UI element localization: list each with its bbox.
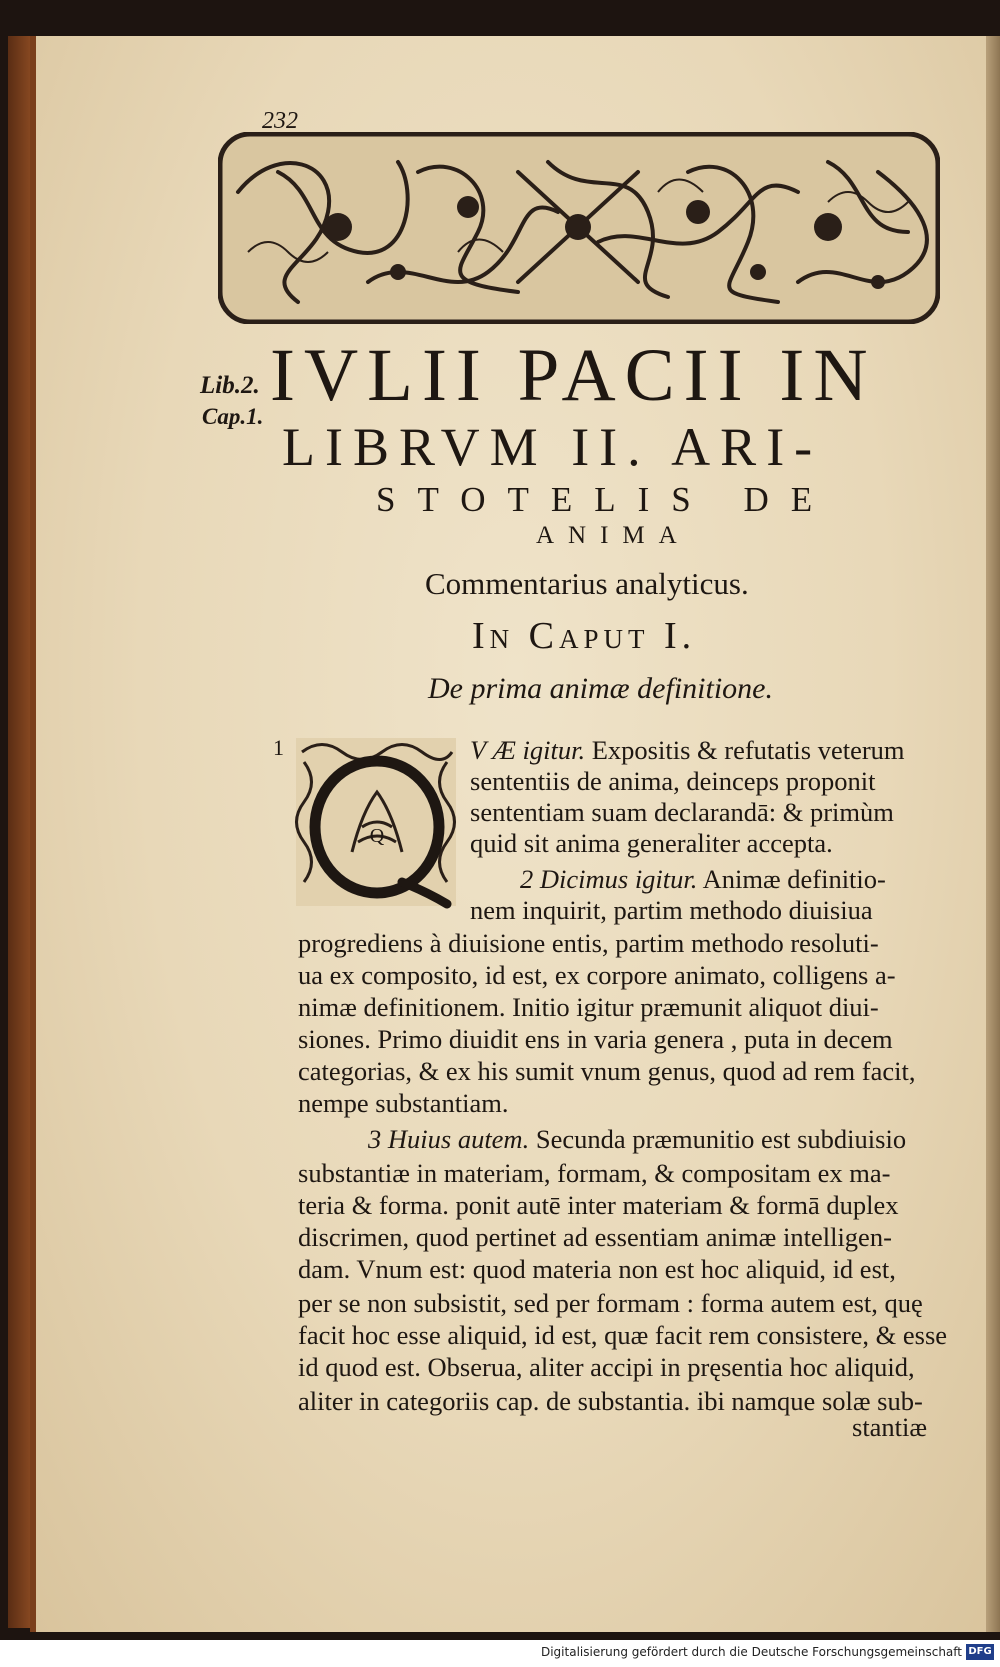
margin-note-chapter: Cap.1.	[202, 404, 264, 429]
text-line-body: sententiis de anima, deinceps proponit	[470, 766, 876, 796]
text-line	[298, 1354, 915, 1381]
text-line	[470, 799, 894, 826]
text-line-body: nempe substantiam.	[298, 1088, 509, 1118]
text-line	[298, 962, 896, 989]
text-line-lemma: 2 Dicimus igitur.	[520, 864, 698, 894]
title-line-2: LIBRVM II. ARI-	[282, 417, 823, 477]
text-line-body: sententiam suam declarandā: & primùm	[470, 797, 894, 827]
text-line	[852, 1414, 927, 1441]
text-line	[298, 1224, 892, 1251]
text-line-body: categorias, & ex his sumit vnum genus, quod ad rem facit,	[298, 1056, 916, 1086]
text-line	[298, 994, 879, 1021]
title-line-1: IVLII PACII IN	[270, 334, 877, 417]
text-line-body: facit hoc esse aliquid, id est, quæ facit rem consistere, & esse	[298, 1320, 948, 1350]
text-line-body: discrimen, quod pertinet ad essentiam animæ intelligen-	[298, 1222, 892, 1252]
text-line-body: quid sit anima generaliter accepta.	[470, 828, 833, 858]
text-line-body: nem inquirit, partim methodo diuisiua	[470, 895, 873, 925]
chapter-heading: In Caput I.	[472, 615, 697, 657]
text-line	[298, 1160, 890, 1187]
text-line-lemma: V Æ igitur.	[470, 735, 586, 765]
text-line	[298, 1058, 915, 1085]
text-line-body: Secunda præmunitio est subdiuisio	[529, 1124, 907, 1154]
text-line	[470, 830, 833, 857]
footer-credit: Digitalisierung gefördert durch die Deutsche Forschungsgemeinschaft	[540, 1645, 962, 1659]
page-number: 232	[262, 108, 298, 134]
text-line	[298, 930, 879, 957]
page-fore-edge	[986, 36, 1000, 1632]
ornamental-headpiece	[218, 132, 940, 324]
text-line-body: progrediens à diuisione entis, partim methodo resoluti-	[298, 928, 879, 958]
text-line	[298, 1322, 947, 1349]
chapter-title: De prima animæ definitione.	[428, 672, 773, 705]
paragraph-number: 1	[273, 735, 284, 760]
text-line	[368, 1126, 906, 1153]
text-line-body: substantiæ in materiam, formam, & compositam ex ma-	[298, 1158, 891, 1188]
text-line-body: nimæ definitionem. Initio igitur præmunit aliquot diui-	[298, 992, 879, 1022]
title-line-3: STOTELIS DE	[376, 480, 835, 519]
text-line	[520, 866, 886, 893]
title-line-4: ANIMA	[536, 522, 691, 549]
text-line	[470, 768, 876, 795]
text-line-body: per se non subsistit, sed per formam : forma autem est, quę	[298, 1288, 923, 1318]
text-line	[298, 1026, 893, 1053]
initial-letter: Q	[369, 825, 385, 847]
text-line-body: aliter in categoriis cap. de substantia. ibi namque solæ sub-	[298, 1386, 923, 1416]
text-line-lemma: 3 Huius autem.	[368, 1124, 530, 1154]
text-line	[298, 1388, 923, 1415]
text-line-body: teria & forma. ponit autē inter materiam & formā duplex	[298, 1190, 899, 1220]
text-line	[298, 1256, 896, 1283]
text-line-body: ua ex composito, id est, ex corpore animato, colligens a-	[298, 960, 896, 990]
text-line	[298, 1090, 509, 1117]
dfg-logo: DFG	[966, 1644, 994, 1660]
text-line	[298, 1290, 923, 1317]
text-line-body: siones. Primo diuidit ens in varia genera , puta in decem	[298, 1024, 893, 1054]
text-line-body: id quod est. Obserua, aliter accipi in pręsentia hoc aliquid,	[298, 1352, 915, 1382]
text-line	[470, 737, 905, 764]
footer-bar	[0, 1640, 1000, 1667]
text-line-body: dam. Vnum est: quod materia non est hoc aliquid, id est,	[298, 1254, 896, 1284]
text-line	[470, 897, 873, 924]
text-line	[298, 1192, 898, 1219]
subtitle: Commentarius analyticus.	[425, 566, 749, 601]
margin-note-book: Lib.2.	[200, 372, 260, 399]
text-line-body: Expositis & refutatis veterum	[585, 735, 905, 765]
decorated-initial-q	[292, 732, 462, 912]
text-line-body: Animæ definitio-	[697, 864, 886, 894]
text-line-body: stantiæ	[852, 1412, 928, 1442]
